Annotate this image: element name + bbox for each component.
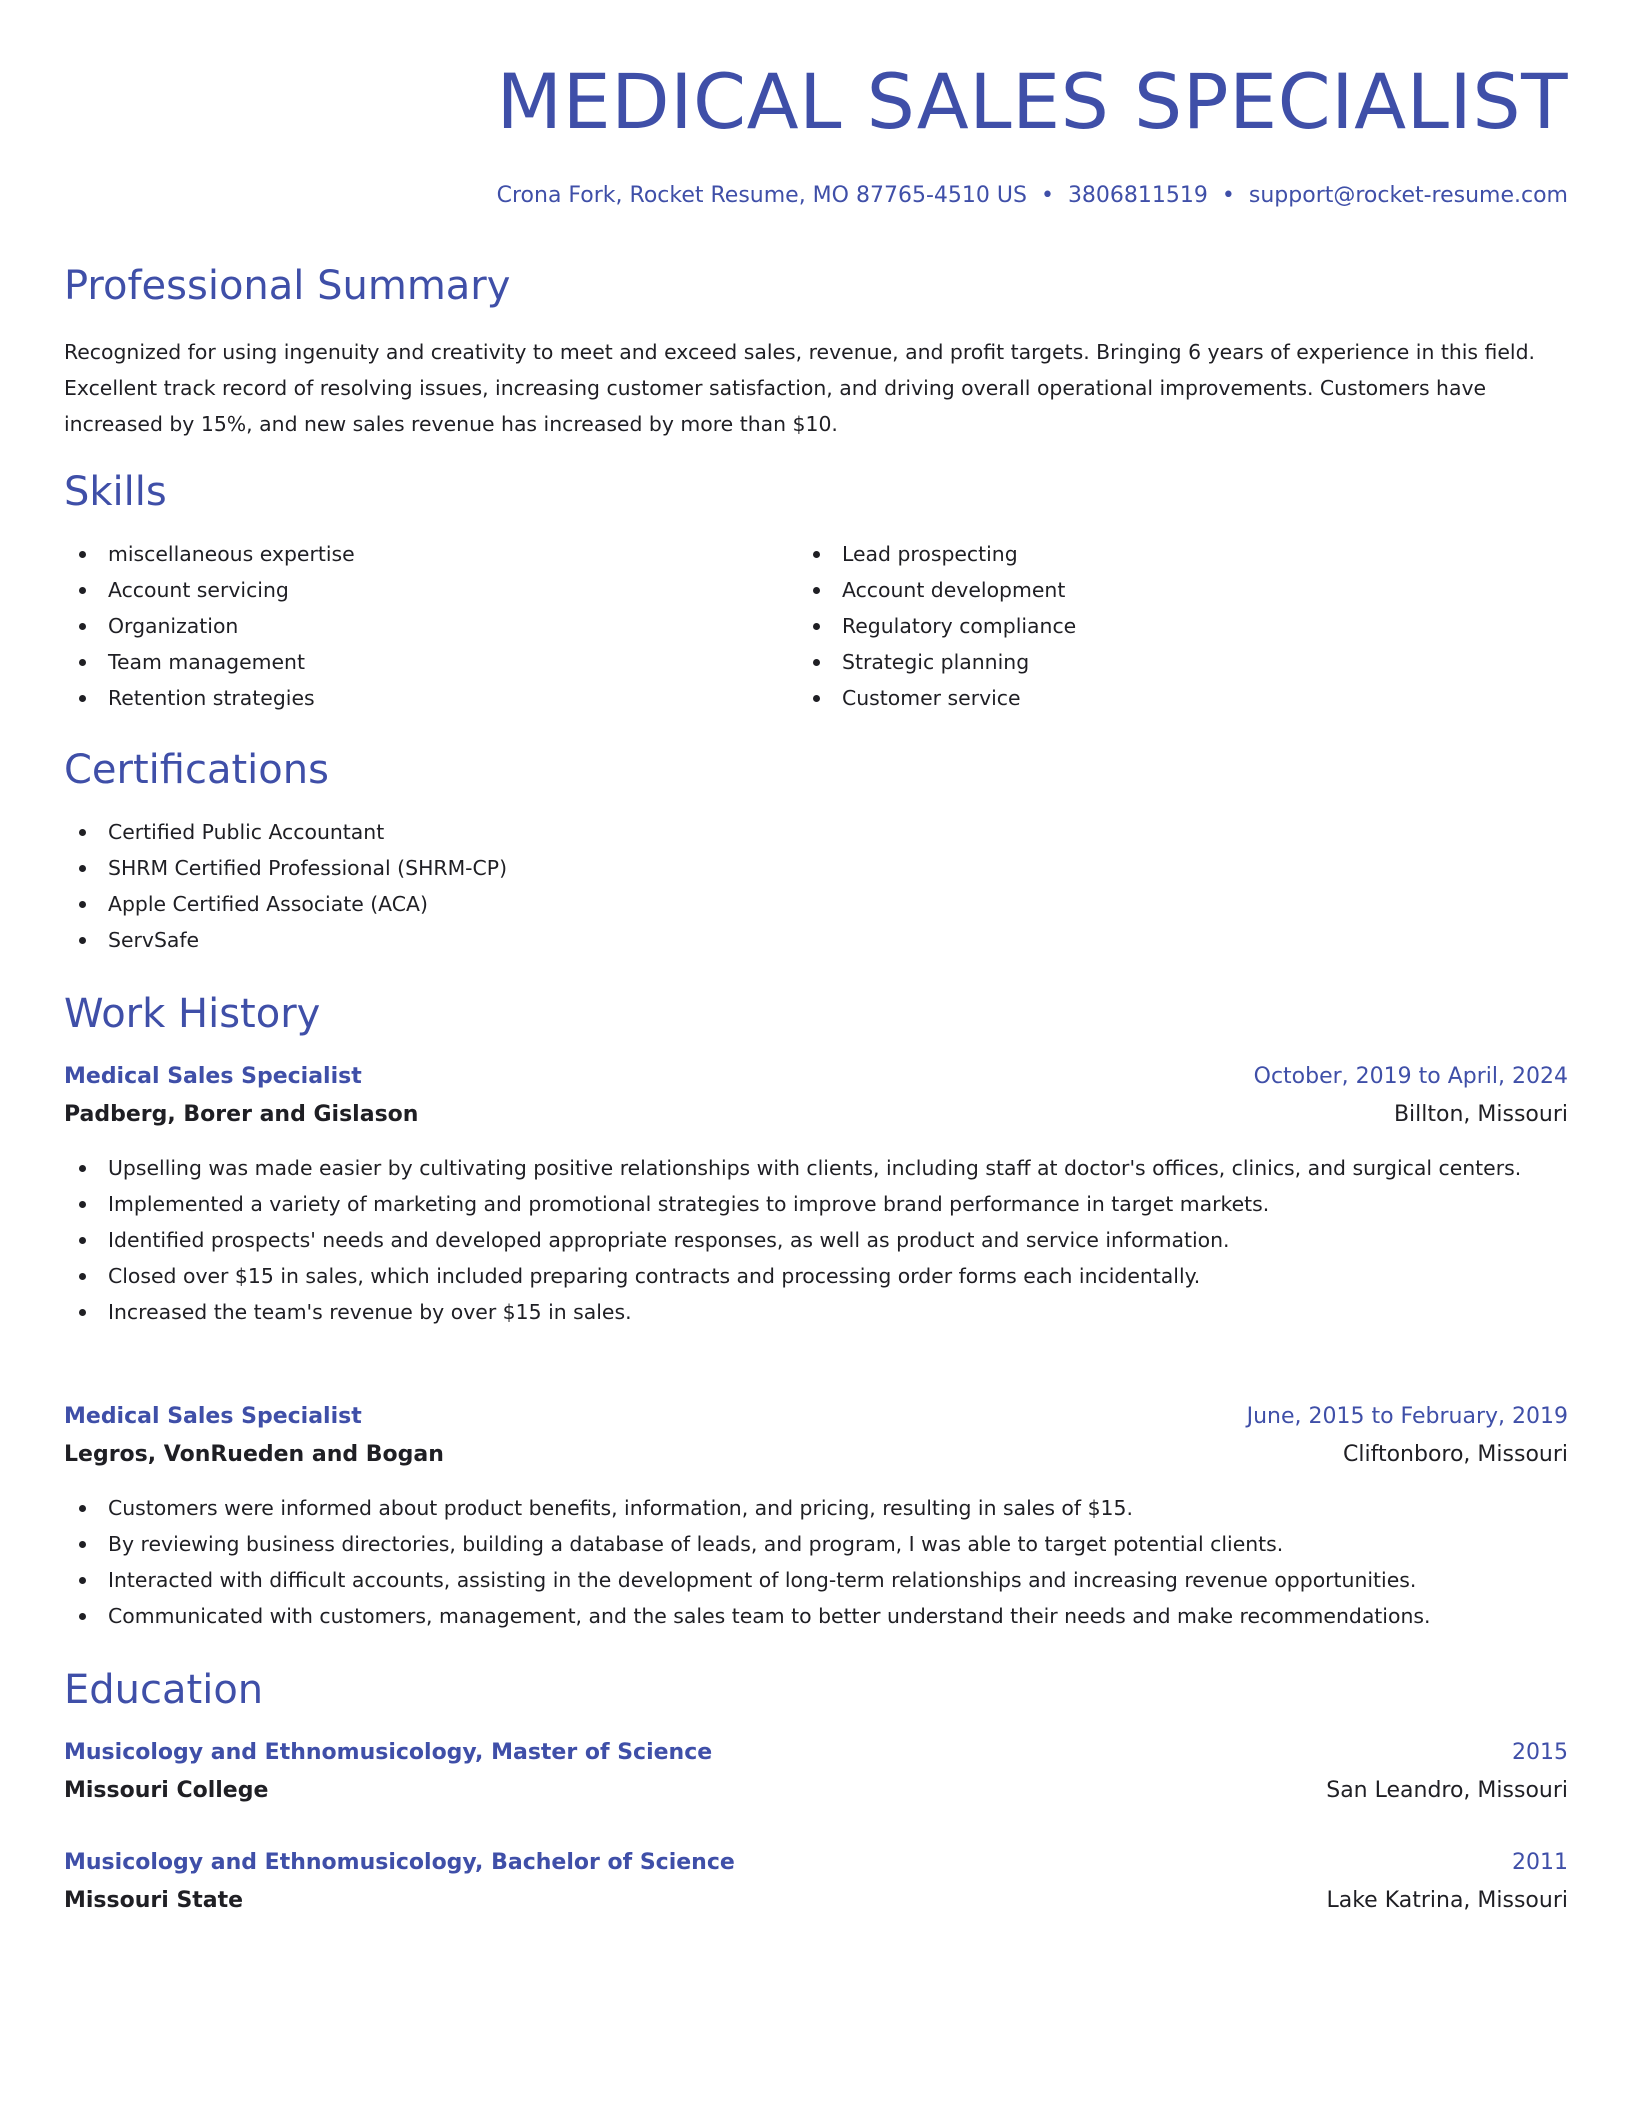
job-location: Cliftonboro, Missouri [1343, 1441, 1568, 1467]
education-header [64, 1844, 1568, 1880]
resume-title: MEDICAL SALES SPECIALIST [496, 57, 1568, 146]
contact-email: support@rocket-resume.com [1248, 183, 1568, 208]
education-degree: Musicology and Ethnomusicology, Bachelor of Science [64, 1849, 735, 1875]
job-company: Padberg, Borer and Gislason [64, 1101, 419, 1127]
education-degree: Musicology and Ethnomusicology, Master of Science [64, 1739, 713, 1765]
skill-item: Retention strategies [64, 680, 355, 716]
skill-item: Lead prospecting [798, 536, 1076, 572]
contact-phone: 3806811519 [1067, 183, 1208, 208]
resume-page [64, 0, 1568, 2112]
education-heading: Education [64, 1667, 264, 1713]
job-bullet: Closed over $15 in sales, which included preparing contracts and processing order forms each incidentally. [64, 1258, 1568, 1294]
job-bullet: Customers were informed about product benefits, information, and pricing, resulting in sales of $15. [64, 1490, 1568, 1526]
job-bullet: Identified prospects' needs and developed appropriate responses, as well as product and service information. [64, 1222, 1568, 1258]
certifications-heading: Certifications [64, 747, 329, 793]
education-location: Lake Katrina, Missouri [1326, 1887, 1568, 1913]
contact-separator: • [1040, 183, 1054, 208]
skill-item: Regulatory compliance [798, 608, 1076, 644]
skill-item: Organization [64, 608, 355, 644]
contact-separator: • [1221, 183, 1235, 208]
job-dates: October, 2019 to April, 2024 [1253, 1063, 1568, 1089]
education-school: Missouri State [64, 1887, 244, 1913]
job-bullets [64, 1490, 1568, 1634]
contact-address: Crona Fork, Rocket Resume, MO 87765-4510 US [496, 183, 1027, 208]
job-bullets [64, 1150, 1568, 1330]
job-bullet: Upselling was made easier by cultivating positive relationships with clients, including staff at doctor's offices, clinics, and surgical centers. [64, 1150, 1568, 1186]
skill-item: Strategic planning [798, 644, 1076, 680]
education-school-row [64, 1882, 1568, 1918]
certification-item: Apple Certified Associate (ACA) [64, 886, 507, 922]
skills-heading: Skills [64, 469, 167, 515]
contact-line [497, 178, 1568, 214]
summary-heading: Professional Summary [64, 263, 511, 309]
job-bullet: Communicated with customers, management, and the sales team to better understand their needs and make recommendations. [64, 1598, 1568, 1634]
job-bullet: Interacted with difficult accounts, assisting in the development of long-term relationships and increasing revenue opportunities. [64, 1562, 1568, 1598]
job-title: Medical Sales Specialist [64, 1403, 362, 1429]
job-bullet: By reviewing business directories, building a database of leads, and program, I was able to target potential clients. [64, 1526, 1568, 1562]
certification-item: SHRM Certified Professional (SHRM-CP) [64, 850, 507, 886]
education-year: 2011 [1512, 1849, 1568, 1875]
job-company: Legros, VonRueden and Bogan [64, 1441, 444, 1467]
certification-item: Certified Public Accountant [64, 814, 507, 850]
job-header [64, 1058, 1568, 1094]
skill-item: Account servicing [64, 572, 355, 608]
education-header [64, 1734, 1568, 1770]
job-employer-row [64, 1436, 1568, 1472]
education-location: San Leandro, Missouri [1326, 1777, 1568, 1803]
skill-item: Team management [64, 644, 355, 680]
education-year: 2015 [1512, 1739, 1568, 1765]
education-school: Missouri College [64, 1777, 269, 1803]
skill-item: miscellaneous expertise [64, 536, 355, 572]
education-school-row [64, 1772, 1568, 1808]
skill-item: Customer service [798, 680, 1076, 716]
summary-text: Recognized for using ingenuity and creativity to meet and exceed sales, revenue, and profit targets. Bringing 6 years of experience in this field. Excellent track record of resolving issues, increasing customer satisfaction, and driving overall operational improvements. Customers have increased by 15%, and new sales revenue has increased by more than $10. [64, 340, 1536, 436]
certifications-list [64, 814, 507, 958]
job-bullet: Increased the team's revenue by over $15 in sales. [64, 1294, 1568, 1330]
skill-item: Account development [798, 572, 1076, 608]
job-employer-row [64, 1096, 1568, 1132]
skills-list-left [64, 536, 355, 716]
job-title: Medical Sales Specialist [64, 1063, 362, 1089]
skills-list-right [798, 536, 1076, 716]
work-history-heading: Work History [64, 991, 321, 1037]
certification-item: ServSafe [64, 922, 507, 958]
job-header [64, 1398, 1568, 1434]
job-location: Billton, Missouri [1393, 1101, 1568, 1127]
job-bullet: Implemented a variety of marketing and promotional strategies to improve brand performance in target markets. [64, 1186, 1568, 1222]
job-dates: June, 2015 to February, 2019 [1246, 1403, 1568, 1429]
